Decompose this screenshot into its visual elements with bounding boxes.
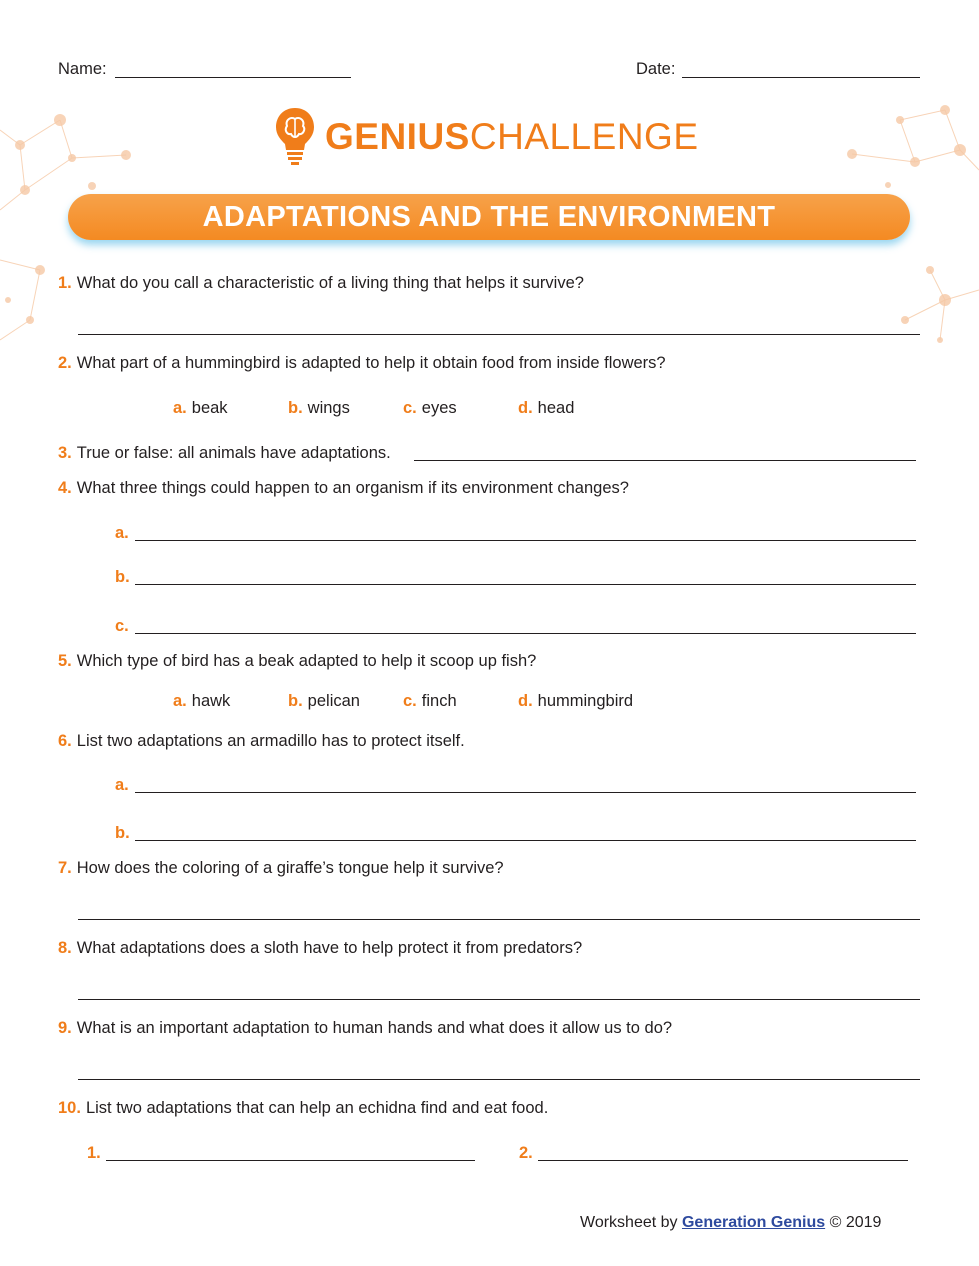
question-text: What part of a hummingbird is adapted to help it obtain food from inside flowers? xyxy=(76,354,666,372)
question-text: True or false: all animals have adaptations. xyxy=(76,444,391,462)
sub-label-4a: a. xyxy=(115,524,129,542)
question-text: How does the coloring of a giraffe’s tongue help it survive? xyxy=(76,859,504,877)
question-9 xyxy=(58,1019,672,1038)
sub-label-4b: b. xyxy=(115,568,130,586)
question-number: 2. xyxy=(58,354,72,372)
question-number: 3. xyxy=(58,444,72,462)
question-1 xyxy=(58,274,584,293)
answer-line-4a[interactable] xyxy=(135,540,916,541)
footer-copyright: © 2019 xyxy=(829,1214,882,1231)
option-2c[interactable] xyxy=(403,399,457,418)
answer-line-10-1[interactable] xyxy=(106,1160,475,1161)
option-letter: b. xyxy=(288,692,303,710)
option-5b[interactable] xyxy=(288,692,360,711)
question-text: Which type of bird has a beak adapted to help it scoop up fish? xyxy=(76,652,537,670)
answer-line-6a[interactable] xyxy=(135,792,916,793)
question-5 xyxy=(58,652,536,671)
question-4 xyxy=(58,479,629,498)
option-5a[interactable] xyxy=(173,692,230,711)
footer-prefix: Worksheet by xyxy=(580,1214,678,1231)
answer-line-4c[interactable] xyxy=(135,633,916,634)
question-number: 8. xyxy=(58,939,72,957)
question-text: List two adaptations that can help an echidna find and eat food. xyxy=(85,1099,549,1117)
logo-light: CHALLENGE xyxy=(469,116,699,157)
option-letter: d. xyxy=(518,399,533,417)
option-5c[interactable] xyxy=(403,692,457,711)
option-letter: d. xyxy=(518,692,533,710)
sub-label-4c: c. xyxy=(115,617,129,635)
question-text: List two adaptations an armadillo has to protect itself. xyxy=(76,732,465,750)
footer-credit xyxy=(580,1214,881,1232)
option-text: beak xyxy=(191,399,228,417)
option-text: finch xyxy=(421,692,457,710)
question-text: What do you call a characteristic of a living thing that helps it survive? xyxy=(76,274,584,292)
sub-label-10-2: 2. xyxy=(519,1144,533,1162)
option-text: hummingbird xyxy=(537,692,634,710)
question-3 xyxy=(58,444,391,463)
question-10 xyxy=(58,1099,548,1118)
answer-line-7[interactable] xyxy=(78,919,920,920)
option-text: wings xyxy=(307,399,350,417)
question-number: 1. xyxy=(58,274,72,292)
answer-line-10-2[interactable] xyxy=(538,1160,908,1161)
date-label: Date: xyxy=(636,60,676,78)
question-number: 5. xyxy=(58,652,72,670)
question-number: 6. xyxy=(58,732,72,750)
name-line[interactable] xyxy=(115,77,351,78)
answer-line-9[interactable] xyxy=(78,1079,920,1080)
sub-label-6b: b. xyxy=(115,824,130,842)
question-number: 7. xyxy=(58,859,72,877)
option-text: head xyxy=(537,399,575,417)
answer-line-6b[interactable] xyxy=(135,840,916,841)
question-number: 10. xyxy=(58,1099,81,1117)
option-letter: c. xyxy=(403,399,417,417)
sub-label-6a: a. xyxy=(115,776,129,794)
question-number: 4. xyxy=(58,479,72,497)
date-field[interactable] xyxy=(636,60,675,79)
date-line[interactable] xyxy=(682,77,920,78)
option-text: hawk xyxy=(191,692,231,710)
option-letter: c. xyxy=(403,692,417,710)
lightbulb-brain-icon xyxy=(273,106,317,166)
question-text: What three things could happen to an organism if its environment changes? xyxy=(76,479,629,497)
option-letter: b. xyxy=(288,399,303,417)
option-5d[interactable] xyxy=(518,692,633,711)
option-2b[interactable] xyxy=(288,399,350,418)
answer-line-1[interactable] xyxy=(78,334,920,335)
option-text: pelican xyxy=(307,692,360,710)
answer-line-3[interactable] xyxy=(414,460,916,461)
option-letter: a. xyxy=(173,692,187,710)
name-label: Name: xyxy=(58,60,107,78)
option-2a[interactable] xyxy=(173,399,228,418)
question-number: 9. xyxy=(58,1019,72,1037)
sub-label-10-1: 1. xyxy=(87,1144,101,1162)
answer-line-4b[interactable] xyxy=(135,584,916,585)
question-2 xyxy=(58,354,666,373)
name-field[interactable] xyxy=(58,60,107,79)
question-6 xyxy=(58,732,465,751)
question-7 xyxy=(58,859,504,878)
question-8 xyxy=(58,939,582,958)
question-text: What adaptations does a sloth have to help protect it from predators? xyxy=(76,939,583,957)
question-text: What is an important adaptation to human hands and what does it allow us to do? xyxy=(76,1019,673,1037)
logo-wordmark xyxy=(325,116,699,158)
logo-bold: GENIUS xyxy=(325,116,470,157)
answer-line-8[interactable] xyxy=(78,999,920,1000)
option-text: eyes xyxy=(421,399,457,417)
generation-genius-link[interactable]: Generation Genius xyxy=(681,1214,826,1231)
page-title: ADAPTATIONS AND THE ENVIRONMENT xyxy=(202,201,776,233)
title-banner xyxy=(68,194,910,240)
option-letter: a. xyxy=(173,399,187,417)
option-2d[interactable] xyxy=(518,399,574,418)
